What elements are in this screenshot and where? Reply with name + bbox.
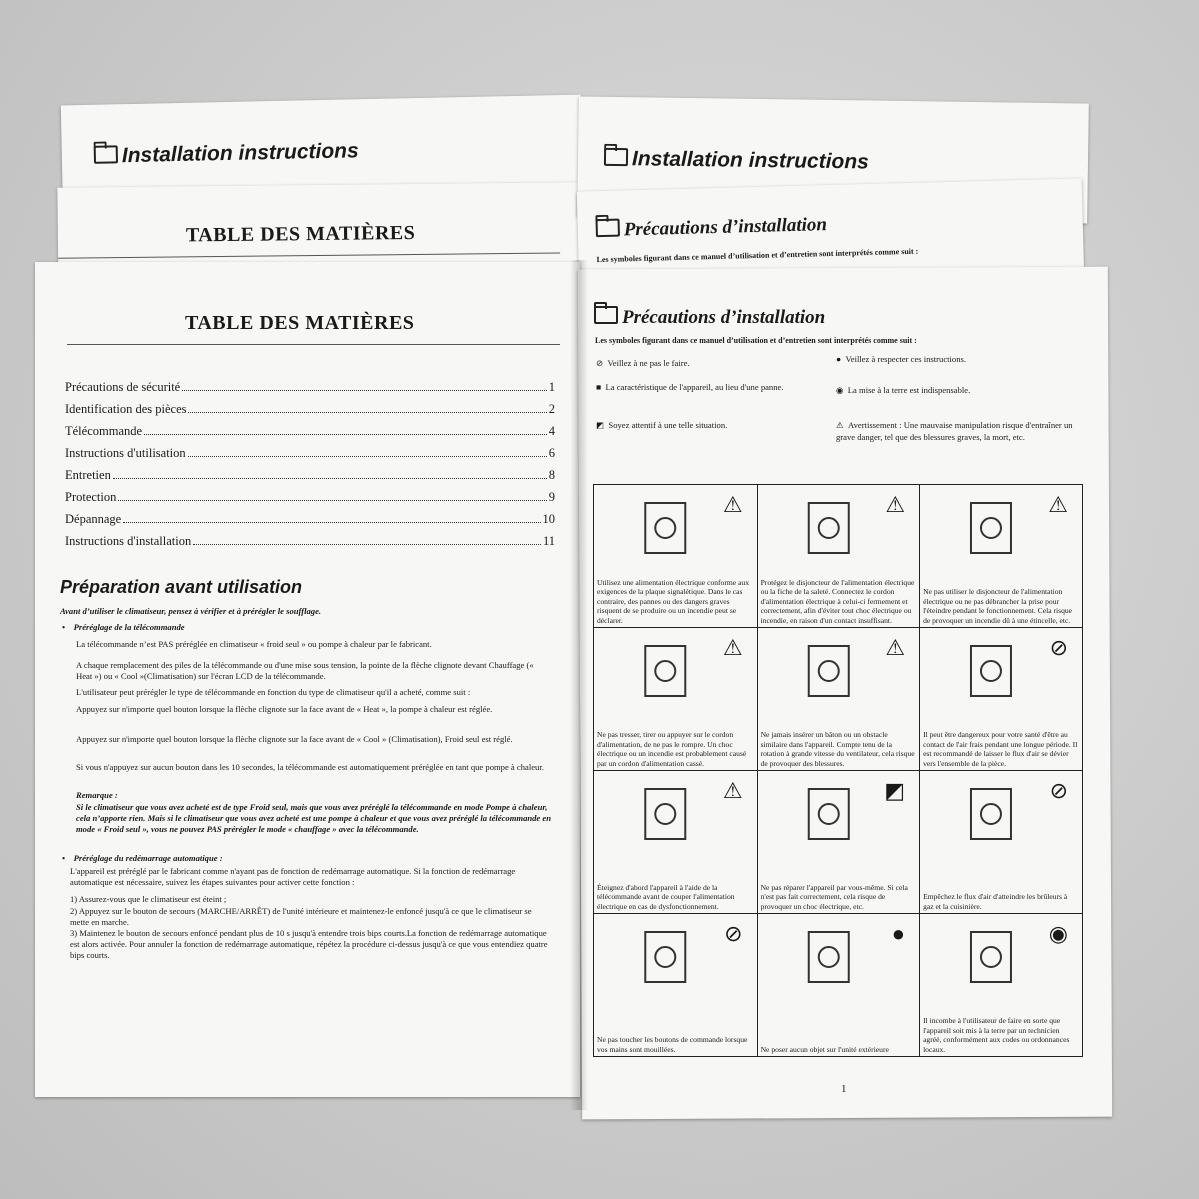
paragraph: L'utilisateur peut prérégler le type de télécommande en fonction du type de climatiseur qu'il a acheté, comme suit : xyxy=(76,687,471,697)
precaution-cell xyxy=(920,628,1083,771)
precautions-title: Précautions d’installation xyxy=(594,306,825,329)
warning-icon: ⚠ xyxy=(885,492,906,517)
toc-leader xyxy=(144,434,547,435)
folder-icon xyxy=(594,306,618,324)
paragraph: La télécommande n’est PAS préréglée en climatiseur « froid seul » ou pompe à chaleur par le fabricant. xyxy=(76,639,432,649)
precaution-text: Ne pas tresser, tirer ou appuyer sur le cordon d'alimentation, de ne pas le rompre. Un choc électrique ou un incendie est probablement causé par un cordon d'alimentation cassé. xyxy=(597,730,747,768)
precaution-text: Ne pas toucher les boutons de commande lorsque vos mains sont mouillées. xyxy=(597,1035,748,1054)
grid-row xyxy=(594,485,1083,628)
toc-entry xyxy=(65,468,555,483)
mandatory-icon: ● xyxy=(891,921,906,946)
symbol-ground: ◉ La mise à la terre est indispensable. xyxy=(836,385,971,395)
toc-entry-page: 1 xyxy=(548,380,555,394)
toc-entry-page: 4 xyxy=(548,424,555,438)
precaution-text: Utilisez une alimentation électrique conforme aux exigences de la plaque signalétique. Dans le cas contraire, des pannes ou des dangers graves risquent de se produire ou un incendie peut se déclarer. xyxy=(597,577,750,625)
grid-row xyxy=(594,914,1083,1057)
ground-icon: ◉ xyxy=(836,385,844,395)
illustration xyxy=(768,922,910,992)
toc-entry-label: Identification des pièces xyxy=(65,402,187,416)
precaution-text: Ne pas utiliser le disjoncteur de l'alimentation électrique ou ne pas débrancher la prise pour l'éteindre pendant le fonctionnement. Cela risque de provoquer un incendie dû à une étincelle, etc. xyxy=(923,587,1073,625)
bullet-label: Préréglage de la télécommande xyxy=(73,622,185,632)
symbol-mandatory: ● Veillez à respecter ces instructions. xyxy=(836,354,967,364)
attention-icon: ◩ xyxy=(596,420,605,430)
prep-intro: Avant d’utiliser le climatiseur, pensez à vérifier et à prérégler le soufflage. xyxy=(60,606,322,616)
precaution-cell xyxy=(594,485,758,628)
precaution-cell xyxy=(757,914,920,1057)
precaution-text: Ne pas réparer l'appareil par vous-même. Si cela n'est pas fait correctement, cela risque de provoquer un choc électrique, etc. xyxy=(760,882,908,911)
ground-icon: ◉ xyxy=(1048,921,1068,946)
toc-entry xyxy=(65,446,555,461)
precaution-text: Éteignez d'abord l'appareil à l'aide de la télécommande avant de couper l'alimentation électrique en cas de dysfonctionnement. xyxy=(597,882,735,911)
precaution-text: Empêchez le flux d'air d'atteindre les brûleurs à gaz et la cuisinière. xyxy=(923,892,1068,911)
toc-leader xyxy=(182,390,547,391)
toc-entry-page: 11 xyxy=(542,534,555,548)
toc-entry xyxy=(65,512,555,527)
precaution-cell xyxy=(757,771,920,914)
remark-text: Si le climatiseur que vous avez acheté est de type Froid seul, mais que vous avez préréglé la télécommande en mode Pompe à chaleur, cela n’apporte rien. Mais si le climatiseur que vous avez acheté est une pompe à chaleur et que vous avez préréglé la télécommande en mode « Froid seul », vous ne pouvez PAS prérégler le mode « chauffage » avec la télécommande. xyxy=(76,802,551,835)
bullet-auto-restart: • Préréglage du redémarrage automatique : xyxy=(62,853,223,863)
prohibited-icon: ⊘ xyxy=(1049,778,1068,803)
toc-entry-label: Télécommande xyxy=(65,424,143,438)
precaution-cell xyxy=(757,628,920,771)
prohibited-icon: ⊘ xyxy=(1049,635,1068,660)
precaution-cell xyxy=(920,485,1083,628)
toc-title: TABLE DES MATIÈRES xyxy=(185,312,415,334)
toc-entry-label: Protection xyxy=(65,490,117,504)
question-icon: ■ xyxy=(596,382,602,392)
grid-row xyxy=(594,771,1083,914)
warning-icon: ⚠ xyxy=(836,420,844,430)
book-spine-shadow xyxy=(570,260,588,1110)
precaution-cell xyxy=(594,914,758,1057)
toc-entry xyxy=(65,534,555,549)
step-2: 2) Appuyez sur le bouton de secours (MARCHE/ARRÊT) de l'unité intérieure et maintenez-le enfoncé jusqu'à ce que le climatiseur se mette en marche. xyxy=(70,906,532,928)
attention-icon: ◩ xyxy=(884,778,906,803)
page-number: 1 xyxy=(841,1083,847,1095)
warning-icon: ⚠ xyxy=(1048,492,1068,517)
warning-icon: ⚠ xyxy=(885,635,906,660)
toc-entry-page: 9 xyxy=(548,490,555,504)
toc-entry xyxy=(65,402,555,417)
bullet-remote-preset: • Préréglage de la télécommande xyxy=(62,622,185,632)
page-header: Installation instructions xyxy=(604,147,869,175)
toc-leader xyxy=(193,544,541,545)
precaution-text: Ne poser aucun objet sur l'unité extérieure xyxy=(760,1044,889,1054)
section-title-preparation: Préparation avant utilisation xyxy=(60,577,303,597)
precautions-subtitle: Les symboles figurant dans ce manuel d’utilisation et d’entretien sont interprétés comme suit : xyxy=(595,336,917,345)
folder-icon xyxy=(604,148,628,166)
prohibited-icon: ⊘ xyxy=(724,921,743,946)
step-1: 1) Assurez-vous que le climatiseur est éteint ; xyxy=(70,894,227,904)
toc-entry-label: Dépannage xyxy=(65,512,122,526)
precaution-cell xyxy=(920,914,1083,1057)
paragraph: Si vous n'appuyez sur aucun bouton dans les 10 secondes, la télécommande est automatiquement préréglée en tant que pompe à chaleur. xyxy=(76,762,544,772)
precaution-cell xyxy=(757,485,920,628)
remark-title: Remarque : xyxy=(76,790,118,800)
symbol-warning: ⚠ Avertissement : Une mauvaise manipulation risque d'entraîner un grave danger, tel que des blessures graves, la mort, etc. xyxy=(836,420,1073,442)
paragraph: Appuyez sur n'importe quel bouton lorsque la flèche clignote sur la face avant de « Heat », la pompe à chaleur est réglée. xyxy=(76,704,493,714)
toc-leader xyxy=(188,456,547,457)
divider xyxy=(58,252,560,258)
symbol-attention: ◩ Soyez attentif à une telle situation. xyxy=(596,420,728,430)
toc-entry-page: 10 xyxy=(542,512,555,526)
toc-entry xyxy=(65,424,555,439)
warning-icon: ⚠ xyxy=(722,635,743,660)
toc-entry xyxy=(65,490,555,505)
toc-entry xyxy=(65,380,555,395)
toc-leader xyxy=(113,478,547,479)
precaution-cell xyxy=(594,771,758,914)
precaution-text: Il peut être dangereux pour votre santé d'être au contact de l'air frais pendant une longue période. Il est recommandé de laisser le flux d'air se dévier vers l'ensemble de la pièce. xyxy=(923,730,1078,768)
toc-leader xyxy=(188,412,546,413)
grid-row xyxy=(594,628,1083,771)
paragraph: A chaque remplacement des piles de la télécommande ou d'une mise sous tension, la pointe de la flèche clignote devant Chauffage (« Heat ») ou « Cool »(Climatisation) sur l'écran LCD de la télécommande. xyxy=(76,660,534,682)
toc-entry-label: Instructions d'installation xyxy=(65,534,192,548)
toc-entry-label: Précautions de sécurité xyxy=(65,380,181,394)
prohibited-icon: ⊘ xyxy=(596,358,604,368)
precaution-text: Il incombe à l'utilisateur de faire en sorte que l'appareil soit mis à la terre par un technicien agréé, conformément aux codes ou ordonnances locaux. xyxy=(923,1016,1070,1054)
toc-entry-page: 2 xyxy=(548,402,555,416)
symbol-characteristic: ■ La caractéristique de l'appareil, au lieu d'une panne. xyxy=(596,382,784,392)
toc-entry-label: Entretien xyxy=(65,468,111,482)
mandatory-icon: ● xyxy=(836,354,842,364)
toc-entry-page: 8 xyxy=(548,468,555,482)
page-header: Installation instructions xyxy=(94,139,359,169)
divider xyxy=(67,344,560,345)
folder-icon xyxy=(596,219,620,238)
toc-entry-label: Instructions d'utilisation xyxy=(65,446,186,460)
precaution-cell xyxy=(920,771,1083,914)
warning-icon: ⚠ xyxy=(722,778,743,803)
symbol-prohibited: ⊘ Veillez à ne pas le faire. xyxy=(596,358,690,368)
step-3: 3) Maintenez le bouton de secours enfoncé pendant plus de 10 s jusqu'à entendre trois bips courts.La fonction de redémarrage automatique est alors activée. Pour annuler la fonction de redémarrage automatique, répétez la procédure ci-dessus jusqu'à ce que vous entendiez quatre bips courts. xyxy=(70,928,548,961)
warning-icon: ⚠ xyxy=(722,492,743,517)
precautions-grid xyxy=(593,484,1083,1057)
paragraph: Appuyez sur n'importe quel bouton lorsque la flèche clignote sur la face avant de « Cool » (Climatisation), Froid seul est réglé. xyxy=(76,734,513,744)
bullet-label: Préréglage du redémarrage automatique : xyxy=(73,853,223,863)
subtitle: Les symboles figurant dans ce manuel d’utilisation et d’entretien sont interprétés comme suit : xyxy=(596,246,919,265)
precaution-text: Ne jamais insérer un bâton ou un obstacle similaire dans l'appareil. Compte tenu de la rotation à grande vitesse du ventilateur, cela risque de provoquer des blessures. xyxy=(760,730,915,768)
paragraph: L'appareil est préréglé par le fabricant comme n'ayant pas de fonction de redémarrage automatique. Si la fonction de redémarrage automatique est nécessaire, suivez les étapes suivantes pour activer cette fonction : xyxy=(70,866,516,888)
toc-title-back: TABLE DES MATIÈRES xyxy=(185,221,416,247)
precaution-text: Protégez le disjoncteur de l'alimentation électrique ou la fiche de la saleté. Connectez le cordon d'alimentation électrique à celui-ci fermement et correctement, afin d'éviter tout choc électrique ou incendie, en raison d'un contact insuffisant. xyxy=(760,577,915,625)
precaution-cell xyxy=(594,628,758,771)
toc-entry-page: 6 xyxy=(548,446,555,460)
toc-leader xyxy=(118,500,546,501)
page-header: Précautions d’installation xyxy=(596,213,828,242)
folder-icon xyxy=(94,145,118,163)
toc-leader xyxy=(123,522,540,523)
